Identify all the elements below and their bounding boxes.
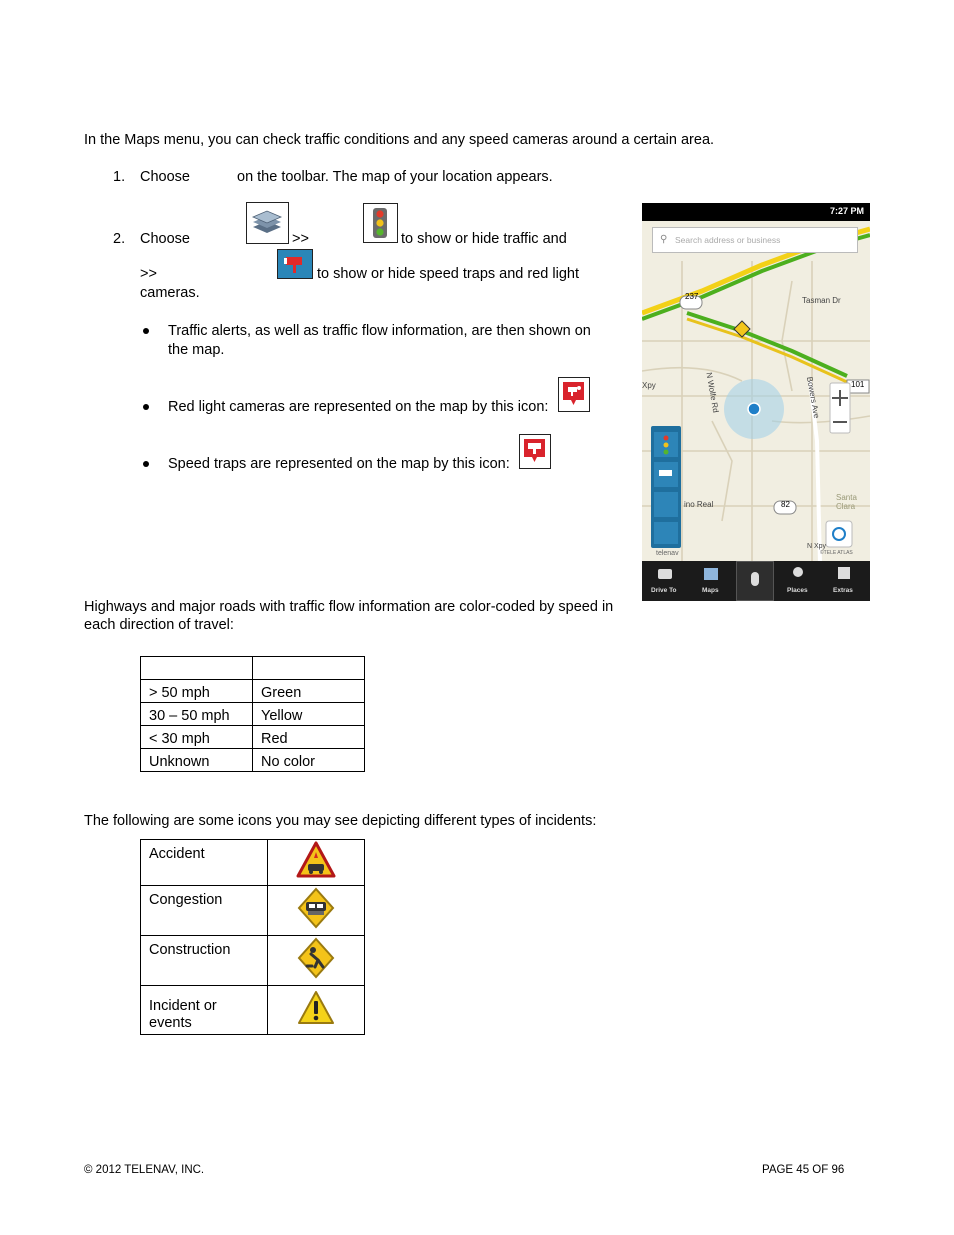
color-cell: Red <box>253 726 365 749</box>
flow-intro-line-2: each direction of travel: <box>84 617 234 633</box>
speed-cell: Unknown <box>141 749 253 772</box>
car-icon <box>658 569 672 579</box>
map-label-101: 101 <box>851 380 865 389</box>
step-2-sep-1: >> <box>292 231 309 247</box>
table-header-cell <box>141 657 253 680</box>
red-light-camera-icon <box>558 377 590 412</box>
step-2-number: 2. <box>113 231 126 247</box>
bullet-3-text: Speed traps are represented on the map by this icon: <box>168 456 510 472</box>
color-cell: Yellow <box>253 703 365 726</box>
incidents-intro: The following are some icons you may see depicting different types of incidents: <box>84 813 597 829</box>
construction-icon <box>296 937 336 979</box>
nav-drive-to[interactable]: Drive To <box>651 587 677 594</box>
status-bar <box>642 203 870 221</box>
table-row <box>141 726 365 749</box>
step-2-sep-2: >> <box>140 266 157 282</box>
extras-box-icon <box>838 567 850 579</box>
status-time: 7:27 PM <box>829 206 864 216</box>
bullet-3-dot <box>143 461 149 467</box>
accident-icon <box>295 840 337 880</box>
footer-page-number: PAGE 45 OF 96 <box>762 1164 845 1176</box>
incident-icon <box>296 989 336 1027</box>
incident-label: Congestion <box>141 886 268 936</box>
color-cell: Green <box>253 680 365 703</box>
incident-label: Accident <box>141 840 268 886</box>
step-1-choose: Choose <box>140 169 190 185</box>
bullet-1-line-2: the map. <box>168 342 225 358</box>
map-search-input[interactable]: Search address or business <box>652 227 858 253</box>
nav-maps[interactable]: Maps <box>702 587 719 594</box>
speed-cell: 30 – 50 mph <box>141 703 253 726</box>
speed-color-table <box>140 656 365 772</box>
map-label-xpy: Xpy <box>642 381 656 390</box>
bullet-1-dot <box>143 328 149 334</box>
traffic-light-icon <box>363 203 398 243</box>
speed-cell: < 30 mph <box>141 726 253 749</box>
step-2-choose: Choose <box>140 231 190 247</box>
table-row <box>141 986 365 1035</box>
speed-trap-icon <box>519 434 551 469</box>
step-1-text: on the toolbar. The map of your location appears. <box>237 169 553 185</box>
table-row <box>141 749 365 772</box>
phone-screenshot <box>642 203 870 601</box>
step-1-number: 1. <box>113 169 126 185</box>
flow-intro-line-1: Highways and major roads with traffic flow information are color-coded by speed in <box>84 599 614 615</box>
map-label-santa-clara: Santa Clara <box>836 493 857 511</box>
bullet-2-text: Red light cameras are represented on the map by this icon: <box>168 399 549 415</box>
intro-text: In the Maps menu, you can check traffic conditions and any speed cameras around a certain area. <box>84 132 715 148</box>
step-2-text-2: to show or hide speed traps and red light <box>317 266 579 282</box>
bottom-nav <box>642 561 870 601</box>
table-row <box>141 840 365 886</box>
map-label-bowers: Bowers Ave <box>804 375 822 420</box>
table-header-row <box>141 657 365 680</box>
footer-copyright: © 2012 TELENAV, INC. <box>84 1164 205 1176</box>
step-2-text-3: cameras. <box>140 285 200 301</box>
search-icon: ⚲ <box>660 234 668 245</box>
speed-cell: > 50 mph <box>141 680 253 703</box>
table-header-cell <box>253 657 365 680</box>
map-icon <box>704 568 718 580</box>
microphone-button[interactable] <box>736 561 774 601</box>
table-row <box>141 703 365 726</box>
nav-extras[interactable]: Extras <box>833 587 853 594</box>
table-row <box>141 680 365 703</box>
nav-places[interactable]: Places <box>787 587 808 594</box>
map-view <box>642 221 870 563</box>
map-label-n-xpy: N Xpy <box>807 543 827 550</box>
microphone-icon <box>751 572 759 586</box>
congestion-icon <box>296 887 336 929</box>
map-copyright: ©TELE ATLAS <box>820 550 853 556</box>
map-label-tasman: Tasman Dr <box>802 296 841 305</box>
map-label-82: 82 <box>781 500 790 509</box>
incident-label: Incident or events <box>141 986 268 1035</box>
places-pin-icon <box>793 567 803 577</box>
table-row <box>141 886 365 936</box>
map-label-237: 237 <box>685 292 699 301</box>
speed-camera-icon <box>277 249 313 279</box>
map-label-wolfe: N Wolfe Rd <box>704 371 721 414</box>
incident-icons-table <box>140 839 365 1035</box>
color-cell: No color <box>253 749 365 772</box>
layers-icon <box>246 202 289 244</box>
incident-label: Construction <box>141 936 268 986</box>
map-telenav-logo: telenav <box>656 550 679 557</box>
bullet-1-line-1: Traffic alerts, as well as traffic flow information, are then shown on <box>168 323 591 339</box>
bullet-2-dot <box>143 404 149 410</box>
map-label-real: ino Real <box>684 500 714 509</box>
step-2-text-1: to show or hide traffic and <box>401 231 567 247</box>
table-row <box>141 936 365 986</box>
